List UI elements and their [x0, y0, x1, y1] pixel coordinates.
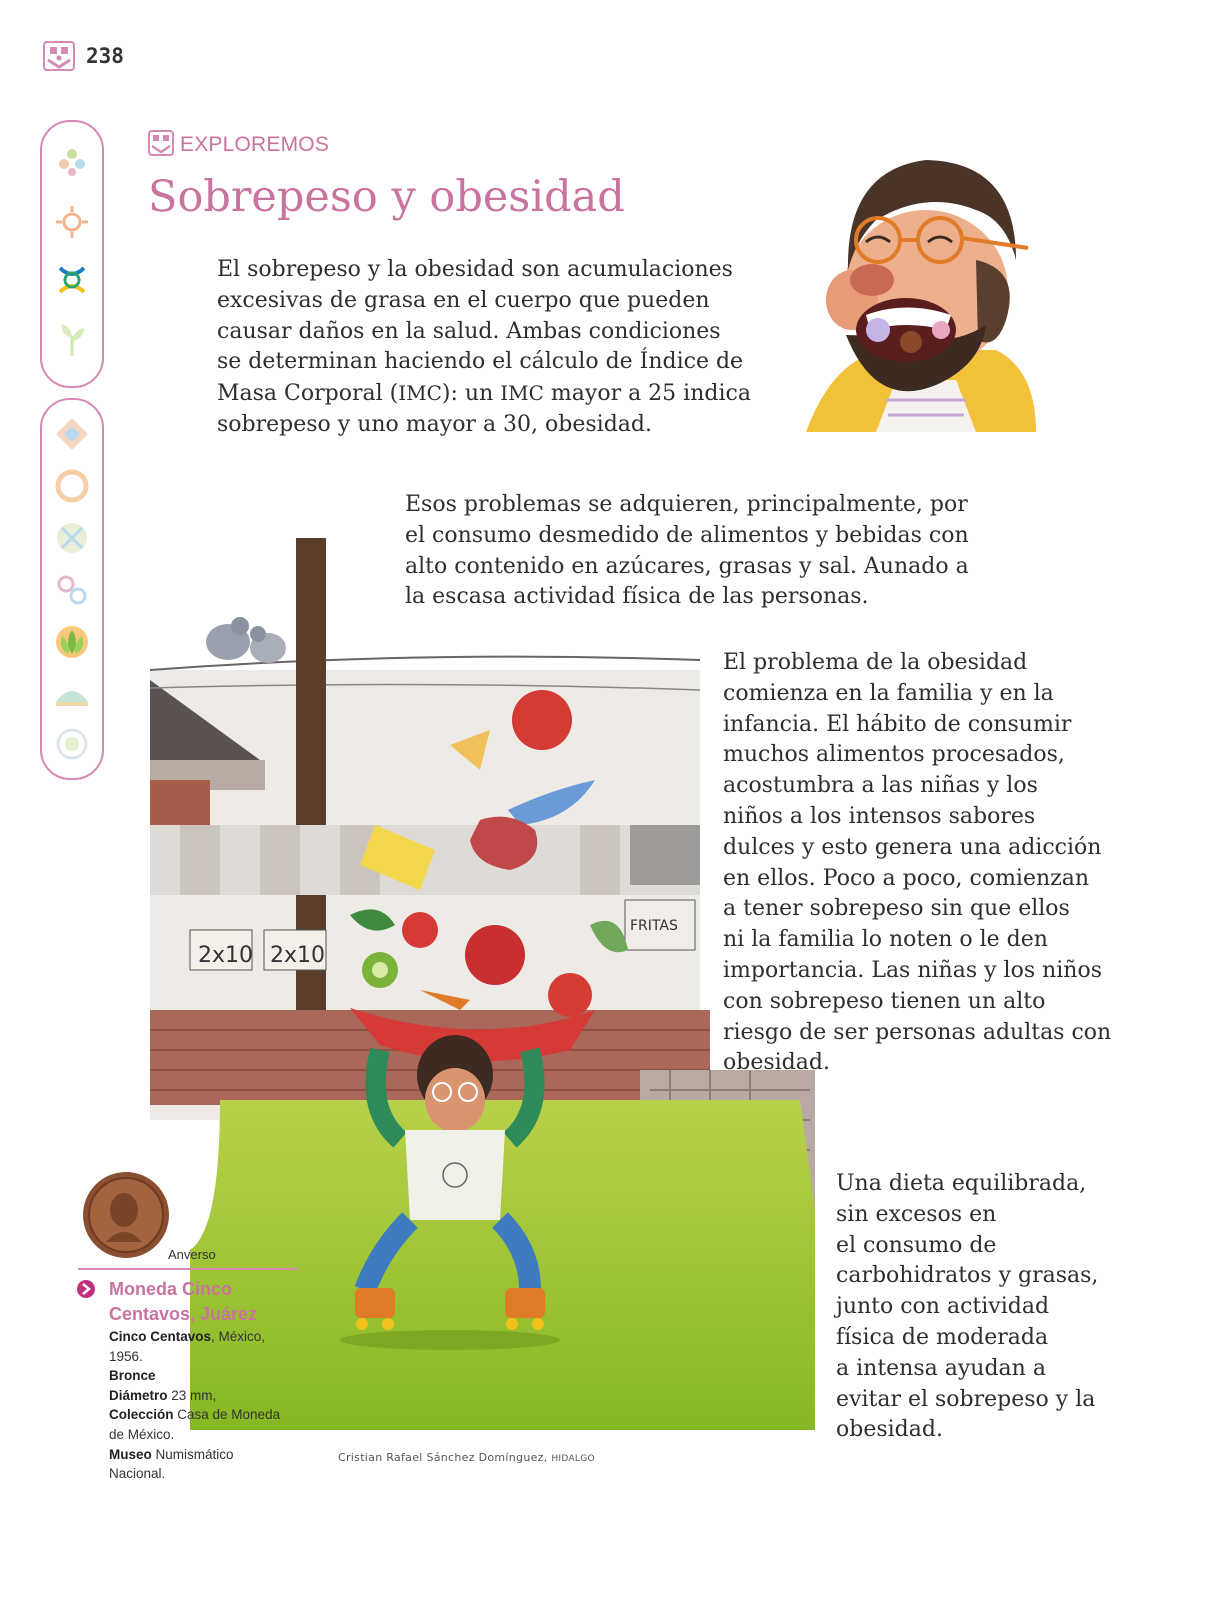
text-line: sobrepeso y uno mayor a 30, obesidad. [217, 411, 652, 437]
paragraph-intro [217, 255, 807, 441]
sun-swirl-icon[interactable] [54, 204, 90, 240]
coin-material [109, 1366, 309, 1386]
text-line: física de moderada [836, 1324, 1049, 1350]
coin-details [109, 1327, 309, 1484]
paragraph-family [723, 648, 1143, 1079]
text-line: ni la familia lo noten o le den [723, 927, 1048, 953]
coin-diameter [109, 1386, 309, 1406]
imc-abbr: IMC [500, 381, 544, 406]
text-line: El problema de la obesidad [723, 650, 1028, 675]
coin-denomination [109, 1327, 309, 1347]
text-line: niños a los intensos sabores [723, 803, 1036, 829]
flower-dots-icon[interactable] [54, 144, 90, 180]
meta-label: Museo [109, 1446, 152, 1462]
text-line: comienza en la familia y en la [723, 680, 1054, 706]
meta-label: Bronce [109, 1368, 156, 1384]
text-line: evitar el sobrepeso y la [836, 1386, 1096, 1412]
coin-title-line: Centavos, Juárez [109, 1304, 258, 1324]
text-line: acostumbra a las niñas y los [723, 773, 1038, 799]
links-icon[interactable] [54, 572, 90, 608]
text-line: junto con actividad [836, 1294, 1050, 1320]
chevron-right-circle-icon [76, 1279, 96, 1299]
text-line: alto contenido en azúcares, grasas y sal. Aunado a [405, 553, 969, 579]
text-line: en ellos. Poco a poco, comienzan [723, 865, 1090, 891]
text-line [217, 378, 807, 410]
coin-museum [109, 1445, 309, 1465]
lotus-icon[interactable] [54, 624, 90, 660]
leaf-sprout-icon[interactable] [54, 322, 90, 358]
coin-collection [109, 1405, 309, 1425]
section-tag: EXPLOREMOS [180, 133, 330, 156]
target-circle-icon[interactable] [54, 726, 90, 762]
coin-image [80, 1170, 172, 1260]
credit-name: Cristian Rafael Sánchez Domínguez, [338, 1451, 552, 1464]
shop-sign: FRITAS [630, 918, 678, 934]
circle-icon[interactable] [54, 468, 90, 504]
text-line: con sobrepeso tienen un alto [723, 988, 1046, 1014]
meta-value: 23 mm, [167, 1387, 217, 1403]
text-line: muchos alimentos procesados, [723, 742, 1065, 768]
coin-title [109, 1277, 309, 1327]
text-span: mayor a 25 indica [543, 381, 751, 407]
text-line: a tener sobrepeso sin que ellos [723, 896, 1070, 922]
text-line: excesivas de grasa en el cuerpo que pueden [217, 287, 710, 313]
coin-museum-cont: Nacional. [109, 1466, 166, 1482]
text-line: obesidad. [836, 1417, 943, 1443]
meta-value: Casa de Moneda [173, 1407, 281, 1423]
sidebar-rail-bottom [40, 398, 104, 780]
interlocked-rings-icon[interactable] [54, 262, 90, 298]
text-line: carbohidratos y grasas, [836, 1263, 1099, 1289]
text-line: Una dieta equilibrada, [836, 1171, 1087, 1196]
price-tag-right: 2x10 [270, 943, 326, 968]
text-line: se determinan haciendo el cálculo de Índice de [217, 349, 744, 375]
hemisphere-icon[interactable] [54, 678, 90, 714]
meta-label: Cinco Centavos [109, 1329, 212, 1344]
paragraph-diet [836, 1169, 1136, 1446]
text-line: riesgo de ser personas adultas con [723, 1019, 1112, 1045]
coin-year: 1956. [109, 1348, 143, 1364]
imc-abbr: IMC [398, 381, 442, 406]
meta-label: Diámetro [109, 1387, 168, 1403]
page-number: 238 [86, 44, 124, 68]
meta-label: Colección [109, 1407, 174, 1423]
coin-caption: Anverso [168, 1247, 216, 1262]
price-tag-left: 2x10 [198, 943, 254, 968]
text-line: sin excesos en [836, 1201, 997, 1227]
coin-title-line: Moneda Cinco [109, 1279, 233, 1299]
square-x-icon[interactable] [54, 520, 90, 556]
text-line: obesidad. [723, 1050, 830, 1076]
text-span: Masa Corporal ( [217, 381, 399, 407]
text-line: el consumo desmedido de alimentos y bebidas con [405, 522, 969, 548]
text-line: el consumo de [836, 1232, 997, 1258]
man-eating-illustration [806, 150, 1046, 432]
text-line: infancia. El hábito de consumir [723, 711, 1072, 737]
meta-value: Numismático [151, 1446, 234, 1462]
text-line: importancia. Las niñas y los niños [723, 957, 1103, 983]
aztec-glyph-icon [42, 40, 76, 72]
text-line: El sobrepeso y la obesidad son acumulaciones [217, 257, 733, 282]
divider [78, 1268, 298, 1270]
text-span: ): un [441, 381, 501, 407]
text-line: dulces y esto genera una adicción [723, 834, 1102, 860]
diamond-icon[interactable] [54, 416, 90, 452]
text-line: Esos problemas se adquieren, principalmente, por [405, 492, 968, 517]
coin-collection-cont: de México. [109, 1426, 175, 1442]
text-line: a intensa ayudan a [836, 1355, 1046, 1381]
page-title: Sobrepeso y obesidad [148, 172, 625, 222]
text-line: causar daños en la salud. Ambas condiciones [217, 318, 721, 344]
text-line: la escasa actividad física de las personas. [405, 584, 869, 610]
illustration-credit [338, 1451, 595, 1464]
sidebar-rail-top [40, 120, 104, 388]
credit-state: HIDALGO [551, 1454, 595, 1464]
section-glyph-icon [148, 130, 174, 156]
meta-value: , México, [211, 1329, 266, 1344]
